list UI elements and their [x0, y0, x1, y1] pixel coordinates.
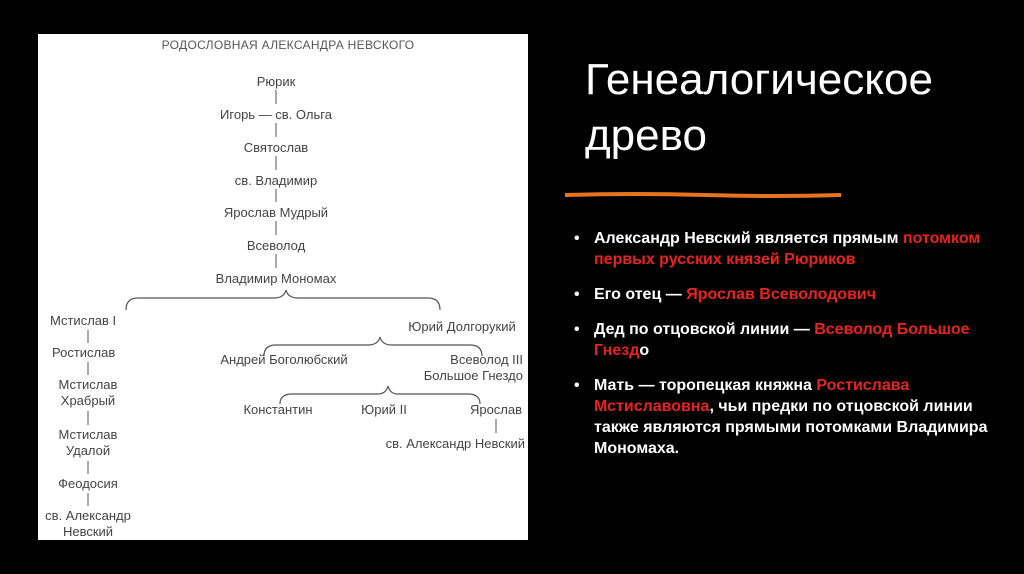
node-vladimir-monomakh: Владимир Мономах: [215, 271, 337, 286]
bullet-text: Александр Невский является прямым: [594, 230, 903, 247]
genealogy-tree-image: [38, 34, 528, 540]
bullet-item: [574, 284, 994, 305]
bullet-text: , чьи предки по отцовской линии также являются прямыми потомками Владимира Мономаха.: [594, 398, 988, 457]
node-alexander-left-2: Невский: [62, 524, 114, 539]
bullet-list: [574, 228, 994, 473]
node-yuri-dolgoruky: Юрий Долгорукий: [408, 319, 516, 334]
node-rurik: Рюрик: [256, 74, 296, 89]
bullet-text: Мать — торопецкая княжна: [594, 377, 817, 394]
node-mstislav-khrabry-2: Храбрый: [60, 393, 116, 408]
node-bolshoe-gnezdo: Большое Гнездо: [423, 368, 523, 383]
node-rostislav: Ростислав: [52, 345, 116, 360]
slide-title: Генеалогическое древо: [585, 55, 933, 160]
bullet-item: [574, 228, 994, 270]
node-mstislav-udaloy-2: Удалой: [65, 443, 111, 458]
bullet-text: Дед по отцовской линии —: [594, 321, 815, 338]
node-vladimir: св. Владимир: [234, 173, 318, 188]
node-yuri-2: Юрий II: [361, 402, 407, 417]
bullet-dot-icon: •: [574, 321, 580, 338]
bullet-text: Его отец —: [594, 286, 687, 303]
node-mstislav-1: Мстислав I: [50, 313, 117, 328]
accent-underline: [565, 192, 841, 198]
node-igor-olga: Игорь — св. Ольга: [220, 107, 332, 122]
node-yaroslav-mudry: Ярослав Мудрый: [223, 205, 329, 220]
node-svyatoslav: Святослав: [243, 140, 309, 155]
genealogy-tree-diagram: [38, 34, 528, 540]
bullet-item: [574, 375, 994, 459]
node-andrei-bogolyubsky: Андрей Боголюбский: [220, 352, 348, 367]
node-alexander-left-1: св. Александр: [45, 508, 131, 523]
node-feodosia: Феодосия: [58, 476, 118, 491]
node-vsevolod-3: Всеволод III: [450, 352, 523, 367]
node-mstislav-udaloy-1: Мстислав: [58, 427, 118, 442]
node-vsevolod: Всеволод: [246, 238, 306, 253]
tree-title: РОДОСЛОВНАЯ АЛЕКСАНДРА НЕВСКОГО: [161, 38, 415, 52]
bullet-dot-icon: •: [574, 286, 580, 303]
bullet-text: о: [639, 342, 650, 359]
node-yaroslav: Ярослав: [469, 402, 523, 417]
node-alexander-right: св. Александр Невский: [385, 436, 525, 451]
bullet-item: [574, 319, 994, 361]
bullet-highlight-text: Ростислава Мстиславовна: [594, 377, 910, 415]
bullet-highlight-text: Всеволод Большое Гнезд: [594, 321, 970, 359]
brace-monomakh: [126, 290, 440, 310]
bullet-highlight-text: Ярослав Всеволодович: [686, 286, 877, 303]
node-konstantin: Константин: [243, 402, 313, 417]
bullet-highlight-text: потомком первых русских князей Рюриков: [594, 230, 981, 268]
bullet-dot-icon: •: [574, 230, 580, 247]
node-mstislav-khrabry-1: Мстислав: [58, 377, 118, 392]
bullet-dot-icon: •: [574, 377, 580, 394]
